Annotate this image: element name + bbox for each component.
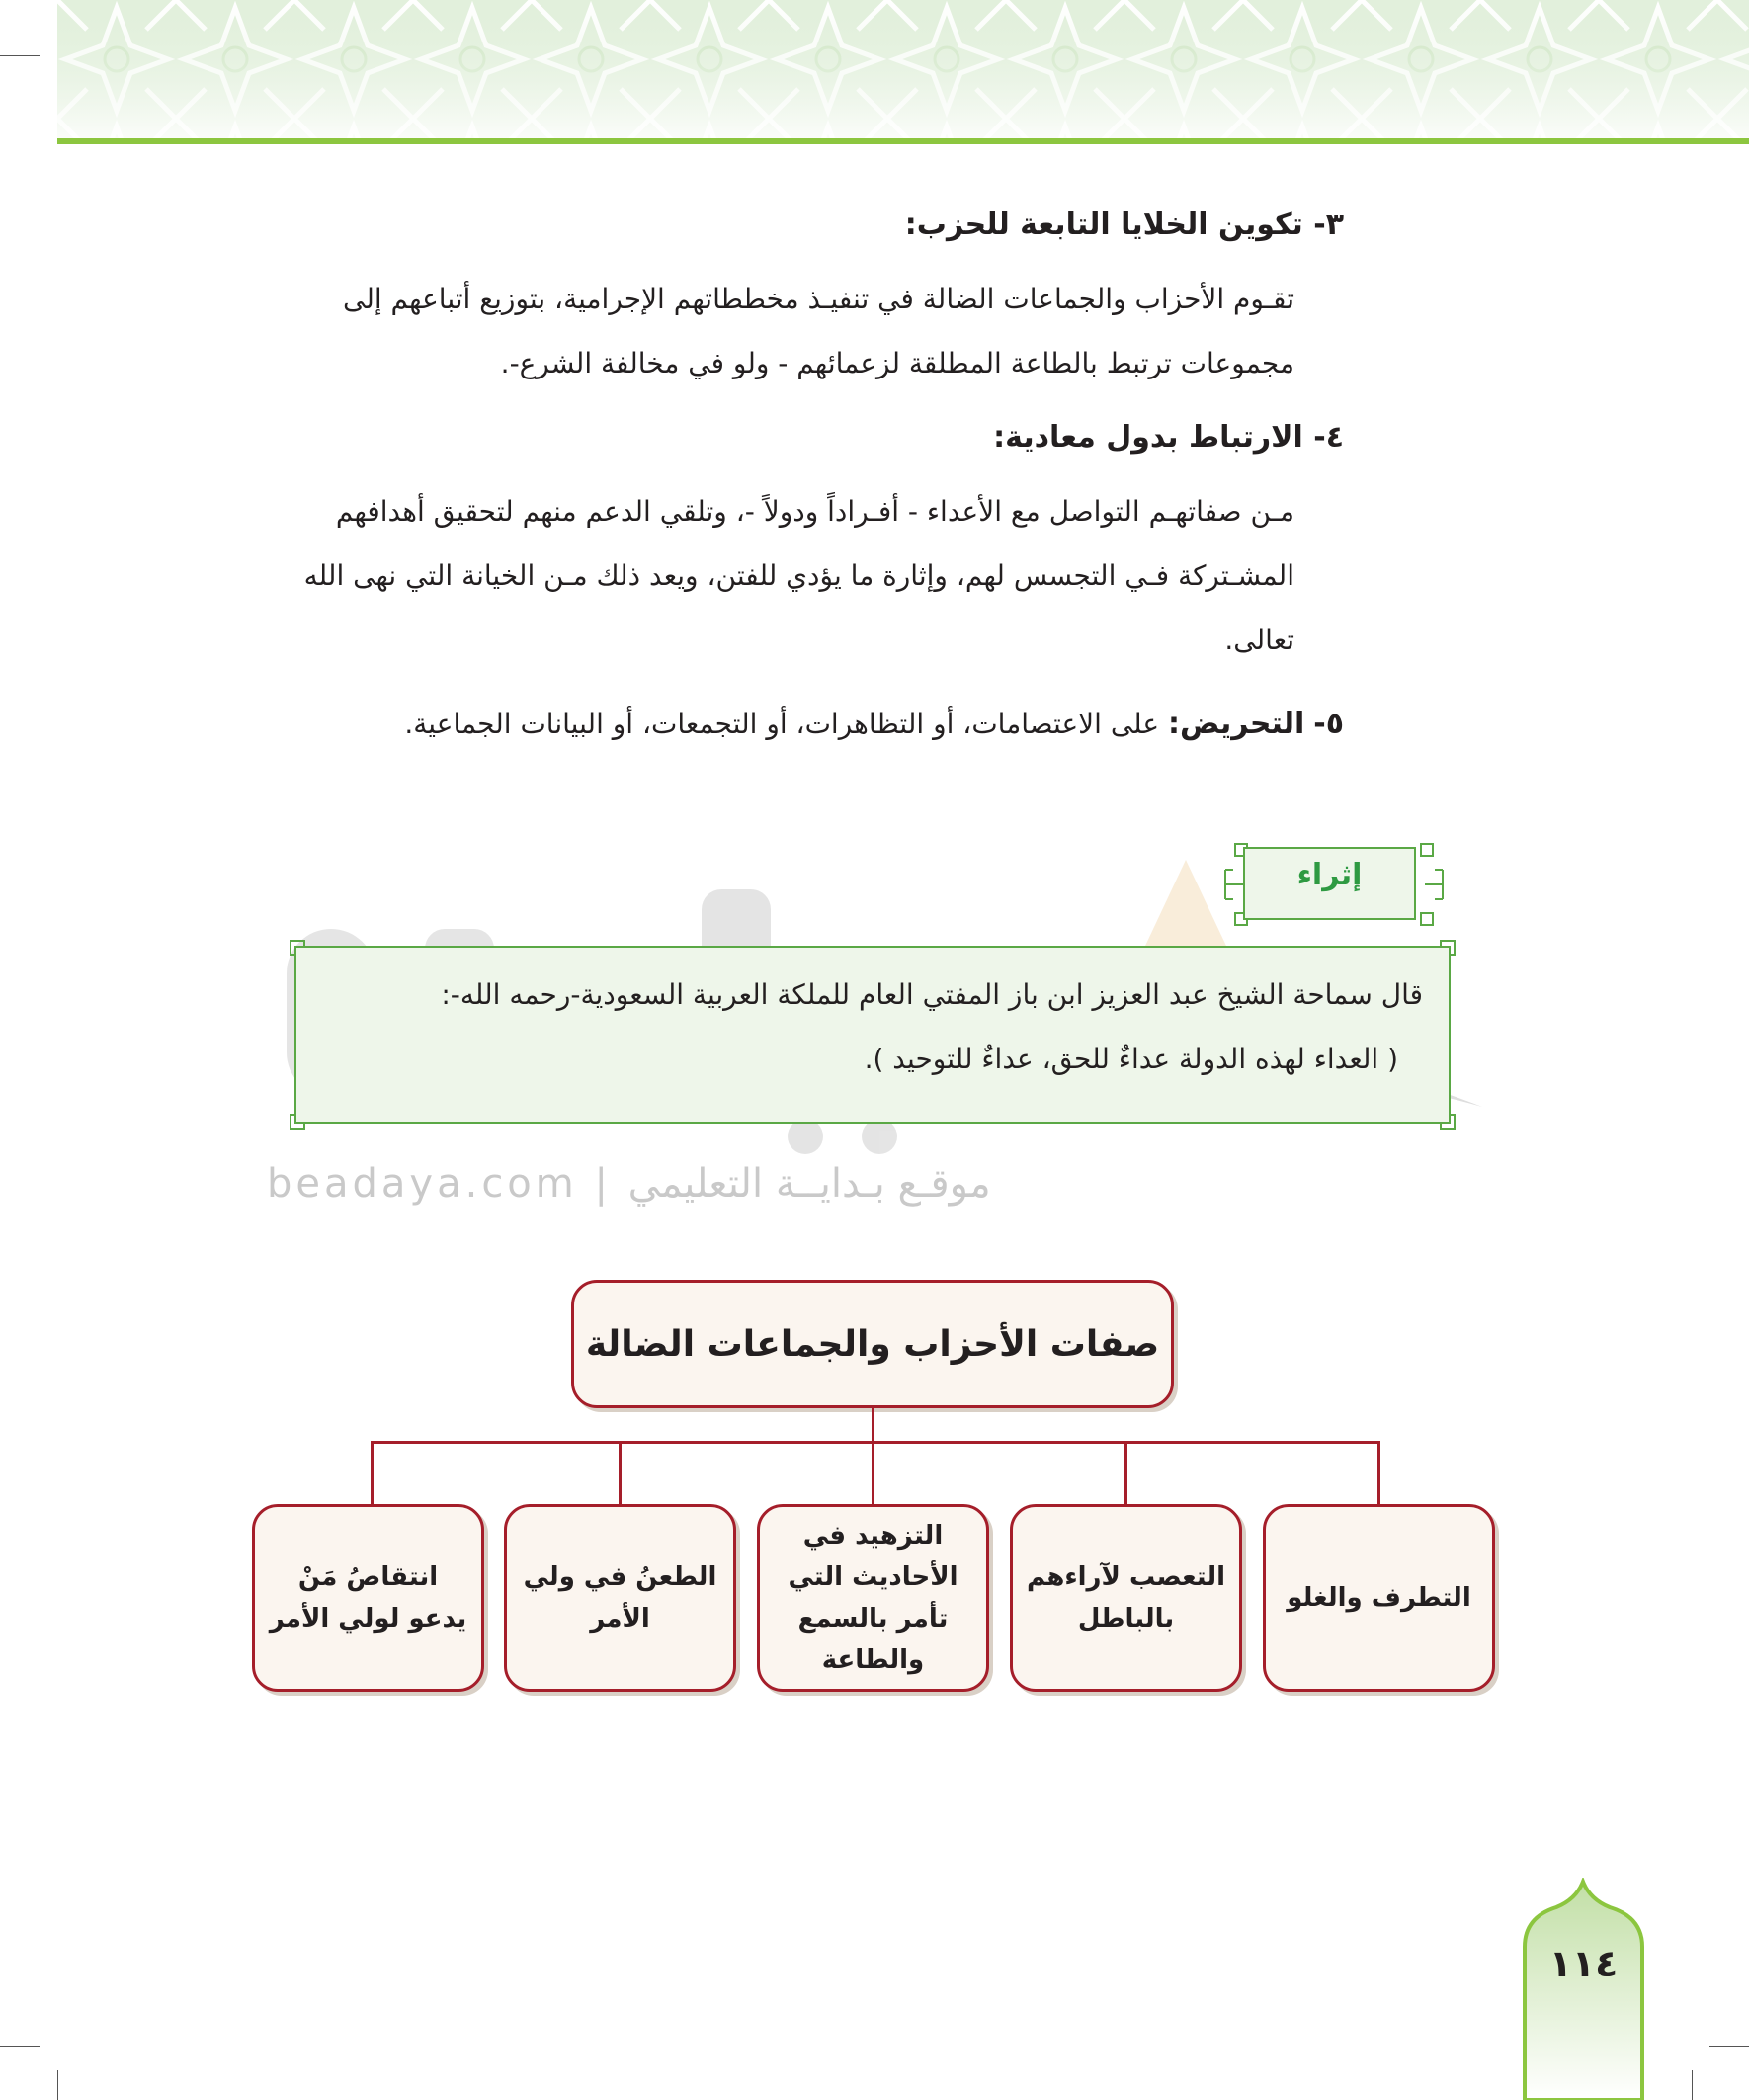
connector-line [371,1441,374,1504]
section-3-line-1: تقـوم الأحزاب والجماعات الضالة في تنفيـذ مخططاتهم الإجرامية، بتوزيع أتباعهم إلى [342,283,1294,315]
concept-map-item: التعصب لآراءهم بالباطل [1010,1504,1242,1692]
section-number: ٣- [1313,208,1344,242]
quote-line-2: ( العداء لهذه الدولة عداءٌ للحق، عداءٌ للتوحيد ). [864,1043,1398,1075]
section-3-heading [593,208,1344,255]
quote-line-1: قال سماحة الشيخ عبد العزيز ابن باز المفتي العام للملكة العربية السعودية-رحمه الله-: [441,978,1423,1011]
section-4-line-2: المشـتركة فـي التجسس لهم، وإثارة ما يؤدي للفتن، ويعد ذلك مـن الخيانة التي نهى الله [303,559,1294,592]
concept-map-item: التطرف والغلو [1263,1504,1495,1692]
enrichment-label: إثراء [1296,858,1363,892]
header-rule [57,138,1749,144]
concept-map-item: الطعنُ في ولي الأمر [504,1504,736,1692]
connector-line [619,1441,622,1504]
crop-mark [0,2046,40,2047]
crop-mark [0,55,40,56]
section-4-line-1: مـن صفاتهـم التواصل مع الأعداء - أفـراداً ودولاً -، وتلقي الدعم منهم لتحقيق أهدافهم [335,495,1294,528]
section-title: الارتباط بدول معادية: [993,420,1303,455]
concept-map-item: التزهيد في الأحاديث التي تأمر بالسمع والطاعة [757,1504,989,1692]
quote-box [294,946,1451,1124]
header-pattern-band [57,0,1749,138]
crop-mark [1709,2046,1749,2047]
section-text: على الاعتصامات، أو التظاهرات، أو التجمعات، أو البيانات الجماعية. [404,708,1160,740]
page-number: ١١٤ [1548,1942,1619,1985]
watermark-text: beadaya.com | موقـع بـدايــة التعليمي [267,1161,991,1207]
section-title: التحريض: [1168,707,1305,741]
section-4-line-3: تعالى. [1224,624,1294,656]
crop-mark [57,2070,58,2100]
connector-line [872,1408,874,1443]
connector-line [371,1441,1380,1444]
crop-mark [1692,2070,1693,2100]
pattern-ornament [57,0,1749,138]
section-3-line-2: مجموعات ترتبط بالطاعة المطلقة لزعمائهم - ولو في مخالفة الشرع-. [500,347,1294,379]
concept-map-item: انتقاصُ مَنْ يدعو لولي الأمر [252,1504,484,1692]
section-title: تكوين الخلايا التابعة للحزب: [904,208,1303,242]
concept-map-title: صفات الأحزاب والجماعات الضالة [571,1280,1174,1408]
section-number: ٤- [1313,420,1344,455]
connector-line [1124,1441,1127,1504]
section-5-line [237,697,1344,752]
connector-line [872,1441,874,1504]
section-number: ٥- [1313,707,1344,741]
section-4-heading [593,420,1344,467]
connector-line [1377,1441,1380,1504]
